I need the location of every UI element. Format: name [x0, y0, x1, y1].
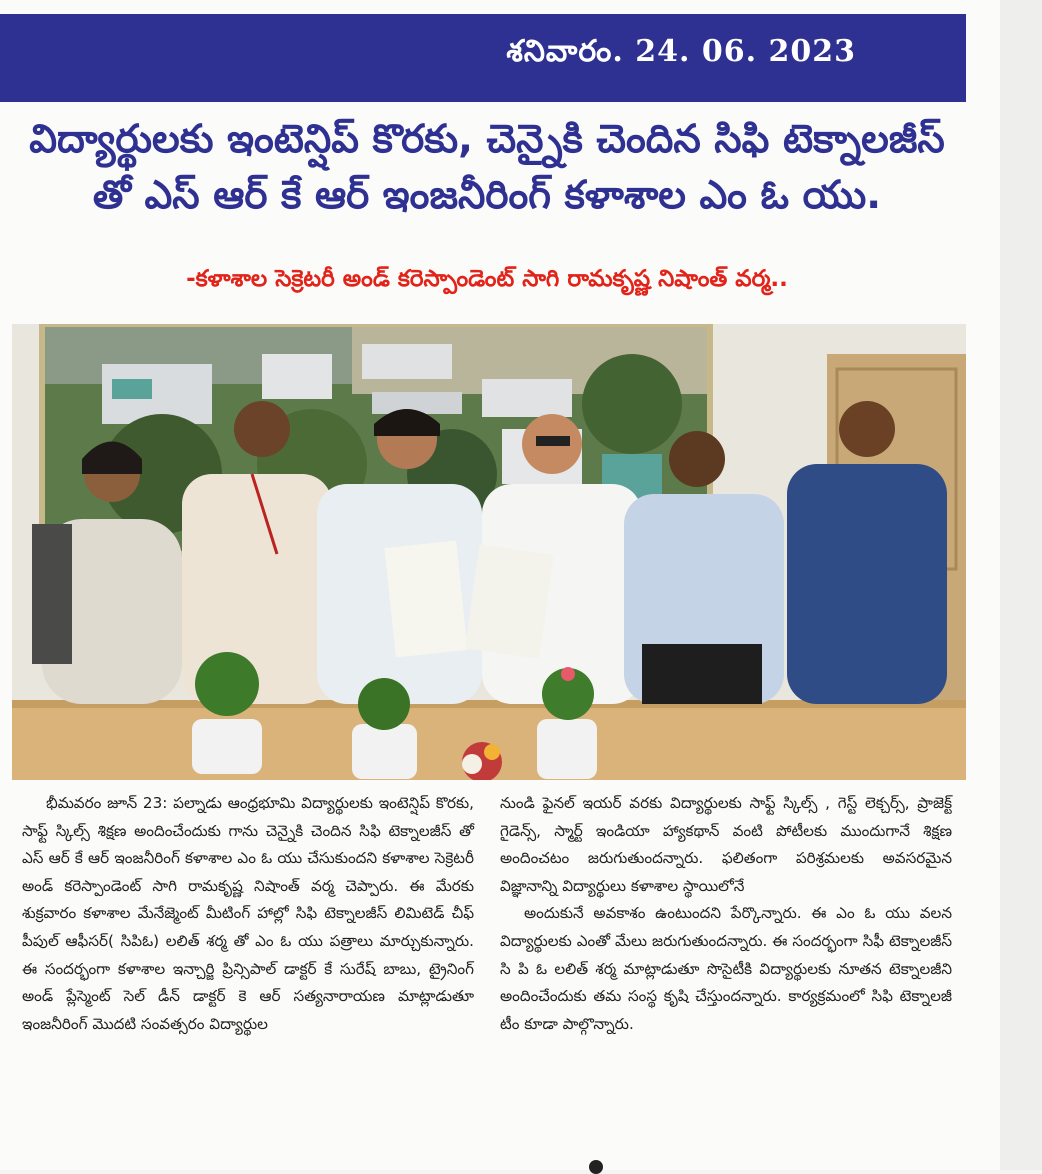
- headline-line-2: తో ఎస్ ఆర్ కే ఆర్ ఇంజనీరింగ్ కళాశాల ఎం ఓ యు.: [92, 173, 882, 218]
- publication-date: శనివారం. 24. 06. 2023: [506, 34, 856, 69]
- headline: [12, 112, 962, 224]
- page-marker: [589, 1160, 603, 1174]
- article-paragraph: అందుకునే అవకాశం ఉంటుందని పేర్కొన్నారు. ఈ ఎం ఓ యు వలన విద్యార్థులకు ఎంతో మేలు జరుగుతుందన్నారు. ఈ సందర్భంగా సిఫీ టెక్నాలజీస్ సి పి ఓ లలిత్ శర్మ మాట్లాడుతూ సొసైటీకి విద్యార్థులకు నూతన టెక్నాలజీని అందించేందుకు తమ సంస్థ కృషి చేస్తుందన్నారు. కార్యక్రమంలో సిఫి టెక్నాలజీ టీం కూడా పాల్గొన్నారు.: [500, 904, 952, 1033]
- page-margin: [1000, 0, 1042, 1170]
- plant-2: [352, 678, 417, 779]
- plant-3: [537, 667, 597, 779]
- date-banner: [0, 14, 966, 102]
- subheadline: -కళాశాల సెక్రెటరీ అండ్ కరెస్పాండెంట్ సాగి రామకృష్ణ నిషాంత్ వర్మ..: [186, 266, 788, 292]
- article-column-2: [500, 790, 952, 1038]
- article-column-1: [22, 790, 474, 1038]
- article-body: [0, 790, 966, 1140]
- article-paragraph: భీమవరం జూన్ 23: పల్నాడు ఆంధ్రభూమి విద్యార్థులకు ఇంటెన్షిప్ కొరకు, సాఫ్ట్ స్కిల్స్ శిక్షణ అందించేందుకు గాను చెన్నైకి చెందిన సిఫి టెక్నాలజీస్ తో ఎస్ ఆర్ కే ఆర్ ఇంజనీరింగ్ కళాశాల ఎం ఓ యు చేసుకుందని కళాశాల సెక్రెటరీ అండ్ కరెస్పాండెంట్ సాగి రామకృష్ణ నిషాంత్ వర్మ చెప్పారు. ఈ మేరకు శుక్రవారం కళాశాల మేనేజ్మెంట్ మీటింగ్ హాల్లో సిఫి టెక్నాలజీస్ లిమిటెడ్ చీఫ్ పీపుల్ ఆఫీసర్( సిపిఓ) లలిత్ శర్మ తో ఎం ఓ యు పత్రాలు మార్చుకున్నారు. ఈ సందర్భంగా కళాశాల ఇన్చార్జి ప్రిన్సిపాల్ డాక్టర్ కే సురేష్ బాబు, ట్రైనింగ్ అండ్ ప్లేస్మెంట్ సెల్ డీన్ డాక్టర్ కె ఆర్ సత్యనారాయణ మాట్లాడుతూ ఇంజనీరింగ్ మొదటి సంవత్సరం విద్యార్థుల: [22, 794, 474, 1033]
- group-photo-illustration: [12, 324, 966, 780]
- article-paragraph: నుండి ఫైనల్ ఇయర్ వరకు విద్యార్థులకు సాఫ్ట్ స్కిల్స్ , గెస్ట్ లెక్చర్స్, ప్రాజెక్ట్ గైడెన్స్, స్మార్ట్ ఇండియా హ్యాకథాన్ వంటి పోటీలకు ముందుగానే శిక్షణ అందించటం జరుగుతుందన్నారు. ఫలితంగా పరిశ్రమలకు అవసరమైన విజ్ఞానాన్ని విద్యార్థులు కళాశాల స్థాయిలోనే: [500, 794, 952, 895]
- headline-line-1: విద్యార్థులకు ఇంటెన్షిప్ కొరకు, చెన్నైకి చెందిన సిఫి టెక్నాలజీస్: [29, 117, 945, 162]
- group-photo: [12, 324, 966, 780]
